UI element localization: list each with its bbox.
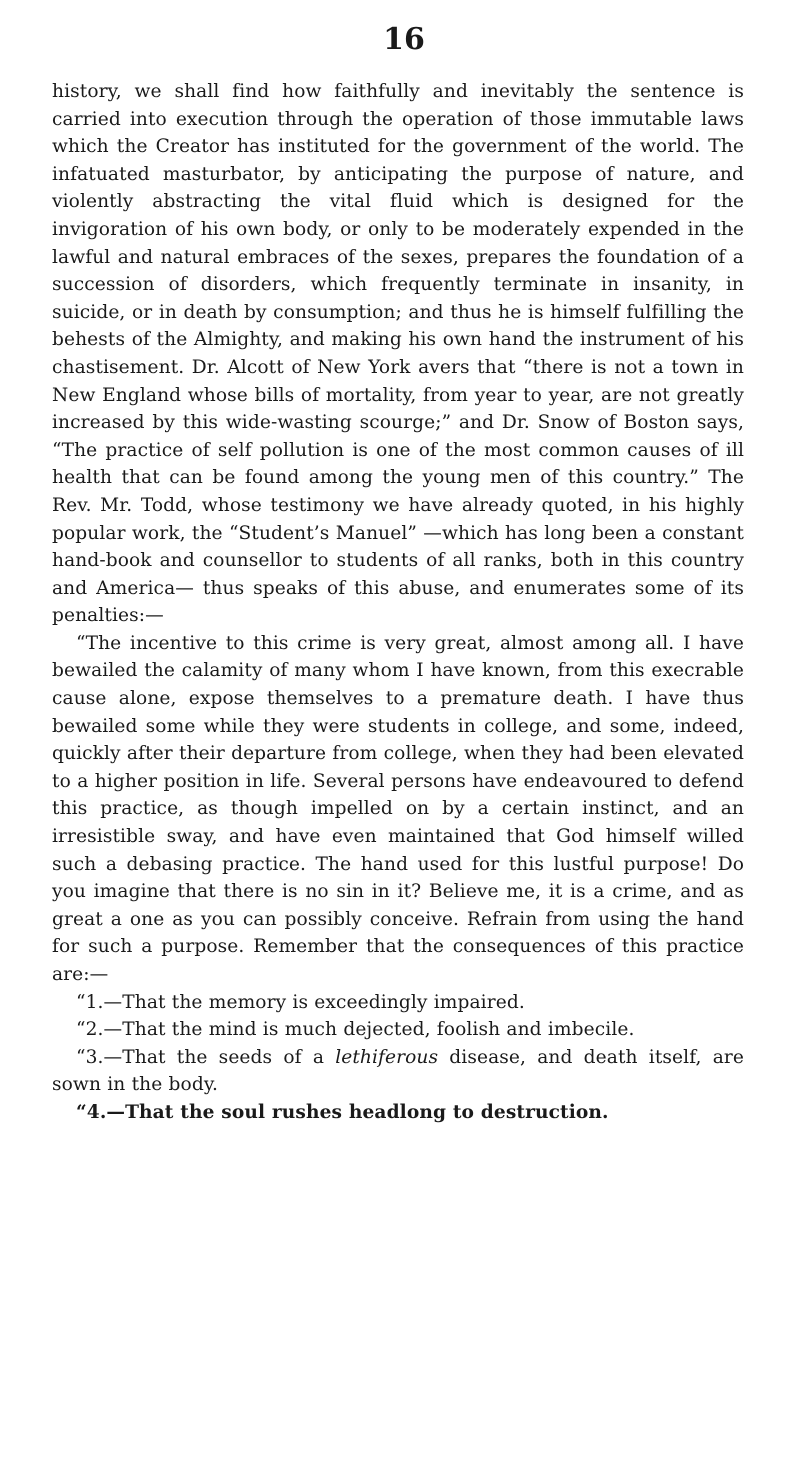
consequence-3 xyxy=(52,1044,744,1099)
page-number: 16 xyxy=(383,22,425,57)
consequence-1: “1.—That the memory is exceedingly impaired. xyxy=(76,991,525,1013)
consequence-3-prefix: “3.—That the seeds of a xyxy=(76,1046,336,1068)
paragraph-history: history, we shall find how faithfully and inevitably the sentence is carried into execution through the operation of those immutable laws which the Creator has instituted for the government of the world. The infatuated masturbator, by anticipating the purpose of nature, and violently abstracting the vital fluid which is designed for the invigoration of his own body, or only to be moderately expended in the lawful and natural embraces of the sexes, prepares the foundation of a succession of disorders, which frequently terminate in insanity, in suicide, or in death by consumption; and thus he is himself fulfilling the behests of the Almighty, and making his own hand the instrument of his chastisement. Dr. Alcott of New York avers that “there is not a town in New England whose bills of mortality, from year to year, are not greatly increased by this wide-wasting scourge;” and Dr. Snow of Boston says, “The practice of self pollution is one of the most common causes of ill health that can be found among the young men of this country.” The Rev. Mr. Todd, whose testimony we have already quoted, in his highly popular work, the “Student’s Manuel” —which has long been a constant hand-book and counsellor to students of all ranks, both in this country and America— thus speaks of this abuse, and enumerates some of its penalties:— xyxy=(52,81,744,627)
consequence-4: “4.—That the soul rushes headlong to destruction. xyxy=(76,1101,609,1123)
consequence-3-suffix: disease, and death itself, are sown in the body. xyxy=(52,1046,744,1096)
paragraph-todd-quote: “The incentive to this crime is very great, almost among all. I have bewailed the calamity of many whom I have known, from this execrable cause alone, expose themselves to a premature death. I have thus bewailed some while they were students in college, and some, indeed, quickly after their departure from college, when they had been elevated to a higher position in life. Several persons have endeavoured to defend this practice, as though impelled on by a certain instinct, and an irresistible sway, and have even maintained that God himself willed such a debasing practice. The hand used for this lustful purpose! Do you imagine that there is no sin in it? Believe me, it is a crime, and as great a one as you can possibly conceive. Refrain from using the hand for such a purpose. Remember that the consequences of this practice are:— xyxy=(52,632,744,985)
consequence-3-emphasis: lethiferous xyxy=(335,1046,439,1068)
body-text xyxy=(52,78,744,1127)
consequence-2: “2.—That the mind is much dejected, foolish and imbecile. xyxy=(76,1019,635,1041)
